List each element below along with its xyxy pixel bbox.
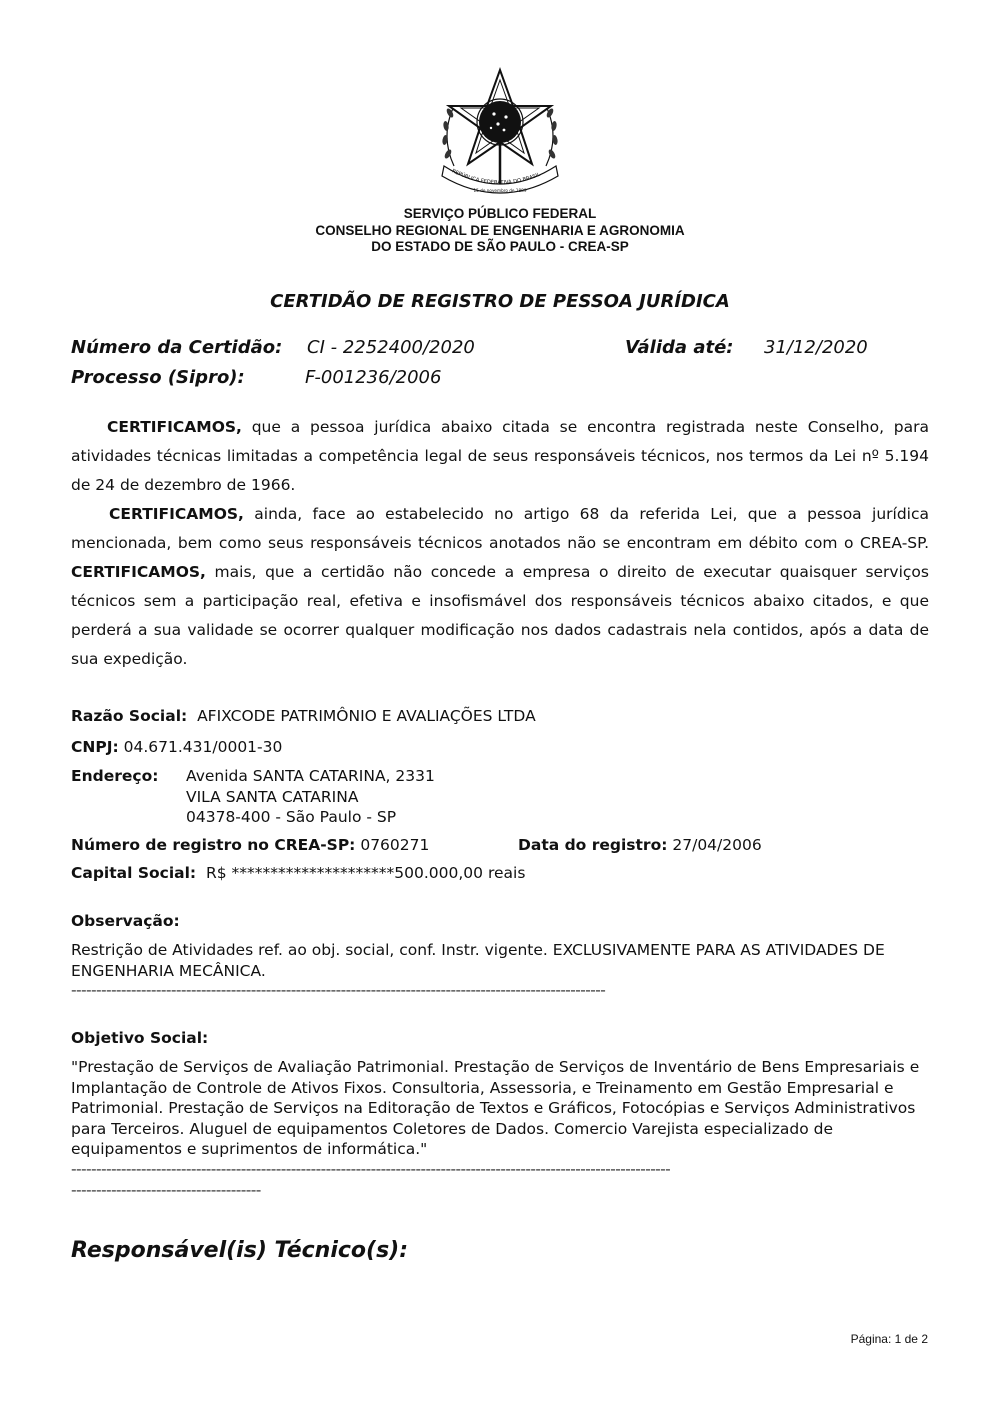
p2-bold-2: CERTIFICAMOS, <box>71 563 206 581</box>
valid-until-value: 31/12/2020 <box>764 337 868 358</box>
endereco-line-1: Avenida SANTA CATARINA, 2331 <box>186 767 435 785</box>
endereco-block <box>186 766 435 828</box>
capital-social-label: Capital Social: <box>71 864 197 882</box>
cnpj-label: CNPJ: <box>71 738 119 756</box>
endereco-line-2: VILA SANTA CATARINA <box>186 787 359 806</box>
razao-social-row <box>71 706 536 726</box>
paragraph-2 <box>71 500 929 674</box>
header-line-1: SERVIÇO PÚBLICO FEDERAL <box>403 206 597 221</box>
page-number: Página: 1 de 2 <box>850 1332 928 1346</box>
objetivo-social-label: Objetivo Social: <box>71 1029 209 1047</box>
capital-social-row <box>71 863 525 883</box>
objetivo-divider-1: ------------------------------------------------------------------------------------------------------------------------ <box>71 1160 671 1178</box>
registro-label: Número de registro no CREA-SP: <box>71 836 356 854</box>
data-registro-value: 27/04/2006 <box>672 836 762 854</box>
agency-header <box>0 206 1000 256</box>
emblem-ribbon-text: REPÚBLICA FEDERATIVA DO BRASIL <box>450 168 542 187</box>
certification-text <box>71 413 929 674</box>
p2-text: ainda, face ao estabelecido no artigo 68 da referida Lei, que a pessoa jurídica mencionada, bem como seus responsáveis técnicos anotados não se encontram em débito com o CREA-SP. <box>71 505 929 552</box>
process-label: Processo (Sipro): <box>71 367 245 388</box>
p2-bold: CERTIFICAMOS, <box>109 505 244 523</box>
process-value: F-001236/2006 <box>305 367 442 388</box>
capital-social-value: R$ *********************500.000,00 reais <box>205 864 526 882</box>
responsaveis-tecnicos-heading: Responsável(is) Técnico(s): <box>71 1238 409 1263</box>
endereco-label-row <box>71 766 158 786</box>
cnpj-row <box>71 737 282 757</box>
observacao-text: Restrição de Atividades ref. ao obj. social, conf. Instr. vigente. EXCLUSIVAMENTE PARA AS ATIVIDADES DE ENGENHARIA MECÂNICA. <box>71 941 885 980</box>
registro-value: 0760271 <box>360 836 430 854</box>
emblem-date-text: 15 de novembro de 1889 <box>473 188 527 193</box>
valid-until-label <box>625 337 733 358</box>
endereco-line-3: 04378-400 - São Paulo - SP <box>186 808 397 826</box>
header-line-3: DO ESTADO DE SÃO PAULO - CREA-SP <box>371 239 629 254</box>
p1-text: que a pessoa jurídica abaixo citada se encontra registrada neste Conselho, para atividades técnicas limitadas a competência legal de seus responsáveis técnicos, nos termos da Lei nº 5.194 de 24 de dezembro de 1966. <box>71 418 929 494</box>
razao-social-value: AFIXCODE PATRIMÔNIO E AVALIAÇÕES LTDA <box>197 707 536 725</box>
certificate-number-label: Número da Certidão: <box>71 337 283 358</box>
certificate-number-row <box>71 337 282 358</box>
p2-text-2: mais, que a certidão não concede a empresa o direito de executar quaisquer serviços técnicos sem a participação real, efetiva e insofismável dos responsáveis técnicos abaixo citados, e que perderá a sua validade se ocorrer qualquer modificação nos dados cadastrais nela contidos, após a data de sua expedição. <box>71 563 929 668</box>
razao-social-label: Razão Social: <box>71 707 188 725</box>
data-registro-label: Data do registro: <box>518 836 668 854</box>
data-registro-row <box>518 835 762 855</box>
cnpj-value: 04.671.431/0001-30 <box>123 738 283 756</box>
valid-until-label-text: Válida até: <box>625 337 734 358</box>
process-row <box>71 367 245 388</box>
paragraph-1 <box>71 413 929 500</box>
endereco-label: Endereço: <box>71 767 159 785</box>
observacao-divider: ----------------------------------------------------------------------------------------------------------- <box>71 981 606 999</box>
certificate-number-value: CI - 2252400/2020 <box>307 337 475 358</box>
p1-bold: CERTIFICAMOS, <box>107 418 242 436</box>
objetivo-social-text: "Prestação de Serviços de Avaliação Patrimonial. Prestação de Serviços de Inventário de Bens Empresariais e Implantação de Controle de Ativos Fixos. Consultoria, Assessoria, e Treinamento em Gestão Empresarial e Patrimonial. Prestação de Serviços na Editoração de Textos e Gráficos, Fotocópias e Serviços Administrativos para Terceiros. Aluguel de equipamentos Coletores de Dados. Comercio Varejista especializado de equipamentos e suprimentos de informática." <box>71 1058 920 1158</box>
document-title: CERTIDÃO DE REGISTRO DE PESSOA JURÍDICA <box>270 291 730 312</box>
registro-row <box>71 835 429 855</box>
brazil-coat-of-arms-icon <box>434 66 566 200</box>
observacao-label: Observação: <box>71 912 180 930</box>
objetivo-divider-2: -------------------------------------- <box>71 1181 261 1199</box>
header-line-2: CONSELHO REGIONAL DE ENGENHARIA E AGRONOMIA <box>315 222 685 238</box>
